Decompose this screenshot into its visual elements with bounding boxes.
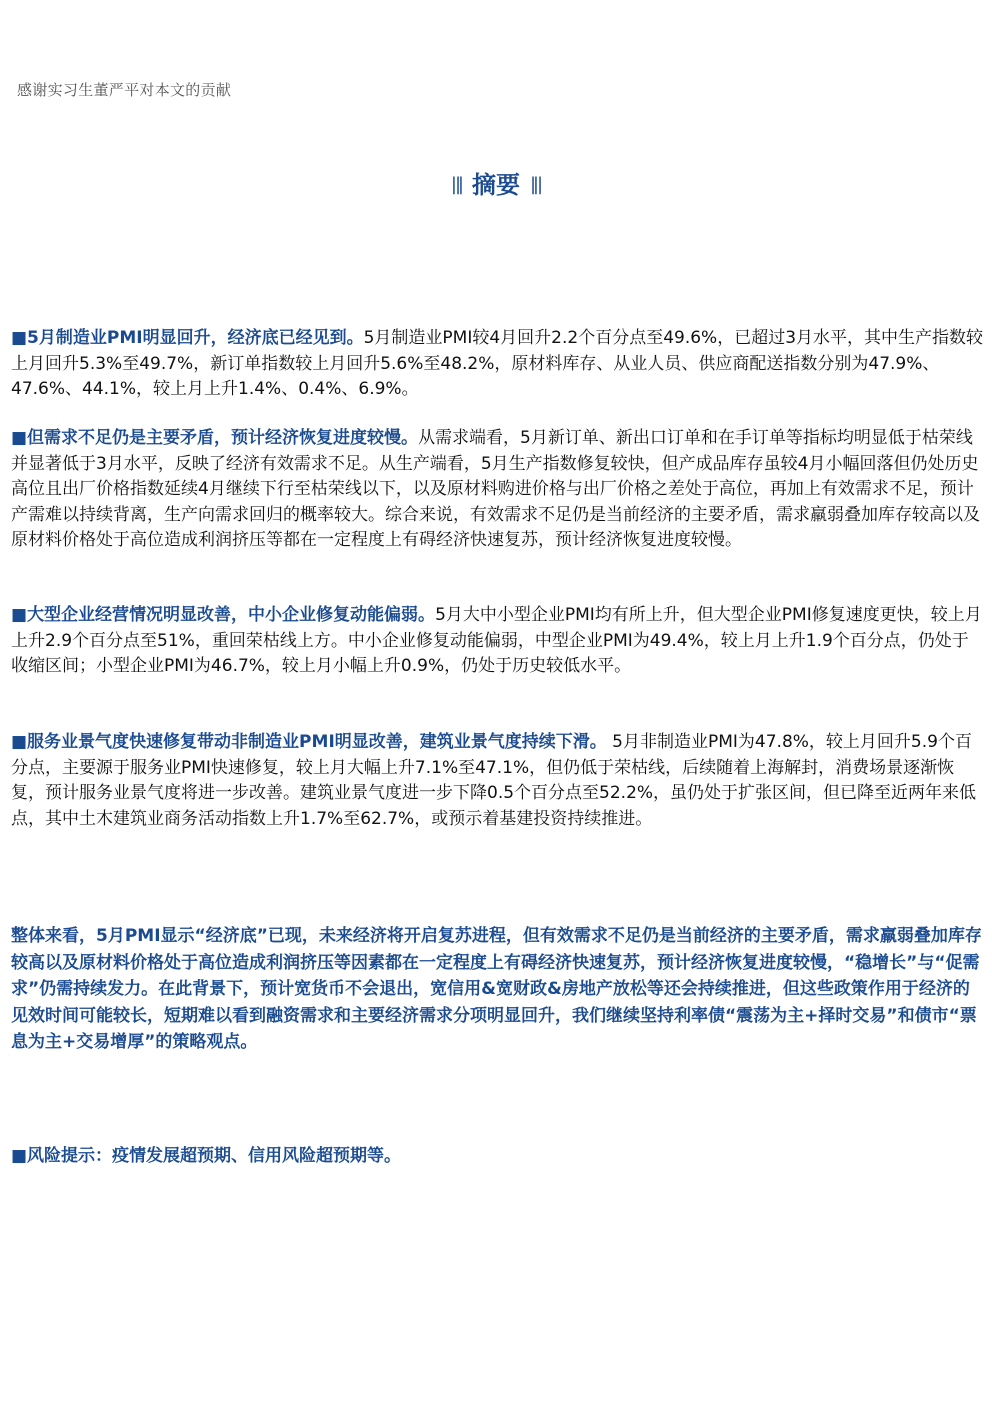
heading-left-ornament: |‖ <box>450 173 462 195</box>
paragraph-demand-shortfall <box>11 426 983 554</box>
paragraph-lead: ■大型企业经营情况明显改善，中小企业修复动能偏弱。 <box>11 605 436 625</box>
paragraph-lead: ■5月制造业PMI明显回升，经济底已经见到。 <box>11 328 364 348</box>
paragraph-body: 从需求端看，5月新订单、新出口订单和在手订单等指标均明显低于枯荣线并显著低于3月水平，反映了经济有效需求不足。从生产端看，5月生产指数修复较快，但产成品库存虽较4月小幅回落但仍处历史高位且出厂价格指数延续4月继续下行至枯荣线以下，以及原材料购进价格与出厂价格之差处于高位，再加上有效需求不足，预计产需难以持续背离，生产向需求回归的概率较大。综合来说，有效需求不足仍是当前经济的主要矛盾，需求羸弱叠加库存较高以及原材料价格处于高位造成利润挤压等都在一定程度上有碍经济快速复苏，预计经济恢复进度较慢。 <box>11 428 980 550</box>
paragraph-body: 5月制造业PMI较4月回升2.2个百分点至49.6%，已超过3月水平，其中生产指数较上月回升5.3%至49.7%，新订单指数较上月回升5.6%至48.2%，原材料库存、从业人员、供应商配送指数分别为47.9%、47.6%、44.1%，较上月上升1.4%、0.4%、6.9%。 <box>11 328 984 399</box>
paragraph-lead: ■但需求不足仍是主要矛盾，预计经济恢复进度较慢。 <box>11 428 419 448</box>
acknowledgement-note: 感谢实习生董严平对本文的贡献 <box>17 81 232 99</box>
abstract-heading <box>0 165 992 200</box>
heading-right-ornament: ‖| <box>530 173 542 195</box>
paragraph-manufacturing-pmi <box>11 326 983 403</box>
paragraph-enterprise-size <box>11 603 983 680</box>
conclusion-paragraph: 整体来看，5月PMI显示“经济底”已现，未来经济将开启复苏进程，但有效需求不足仍是当前经济的主要矛盾，需求羸弱叠加库存较高以及原材料价格处于高位造成利润挤压等因素都在一定程度上有碍经济快速复苏，预计经济恢复进度较慢，“稳增长”与“促需求”仍需持续发力。在此背景下，预计宽货币不会退出，宽信用&宽财政&房地产放松等还会持续推进，但这些政策作用于经济的见效时间可能较长，短期难以看到融资需求和主要经济需求分项明显回升，我们继续坚持利率债“震荡为主+择时交易”和债市“票息为主+交易增厚”的策略观点。 <box>11 926 982 1052</box>
paragraph-body: 5月大中小型企业PMI均有所上升，但大型企业PMI修复速度更快，较上月上升2.9个百分点至51%，重回荣枯线上方。中小企业修复动能偏弱，中型企业PMI为49.4%，较上月上升1.9个百分点，仍处于收缩区间；小型企业PMI为46.7%，较上月小幅上升0.9%，仍处于历史较低水平。 <box>11 605 982 676</box>
paragraph-non-manufacturing <box>11 730 983 832</box>
paragraph-lead: ■服务业景气度快速修复带动非制造业PMI明显改善，建筑业景气度持续下滑。 <box>11 732 607 752</box>
abstract-title: 摘要 <box>472 171 520 199</box>
risk-warning: ■风险提示：疫情发展超预期、信用风险超预期等。 <box>11 1146 402 1166</box>
paragraph-body: 5月非制造业PMI为47.8%，较上月回升5.9个百分点，主要源于服务业PMI快速修复，较上月大幅上升7.1%至47.1%，但仍低于荣枯线，后续随着上海解封，消费场景逐渐恢复，预计服务业景气度将进一步改善。建筑业景气度进一步下降0.5个百分点至52.2%，虽仍处于扩张区间，但已降至近两年来低点，其中土木建筑业商务活动指数上升1.7%至62.7%，或预示着基建投资持续推进。 <box>11 732 977 829</box>
